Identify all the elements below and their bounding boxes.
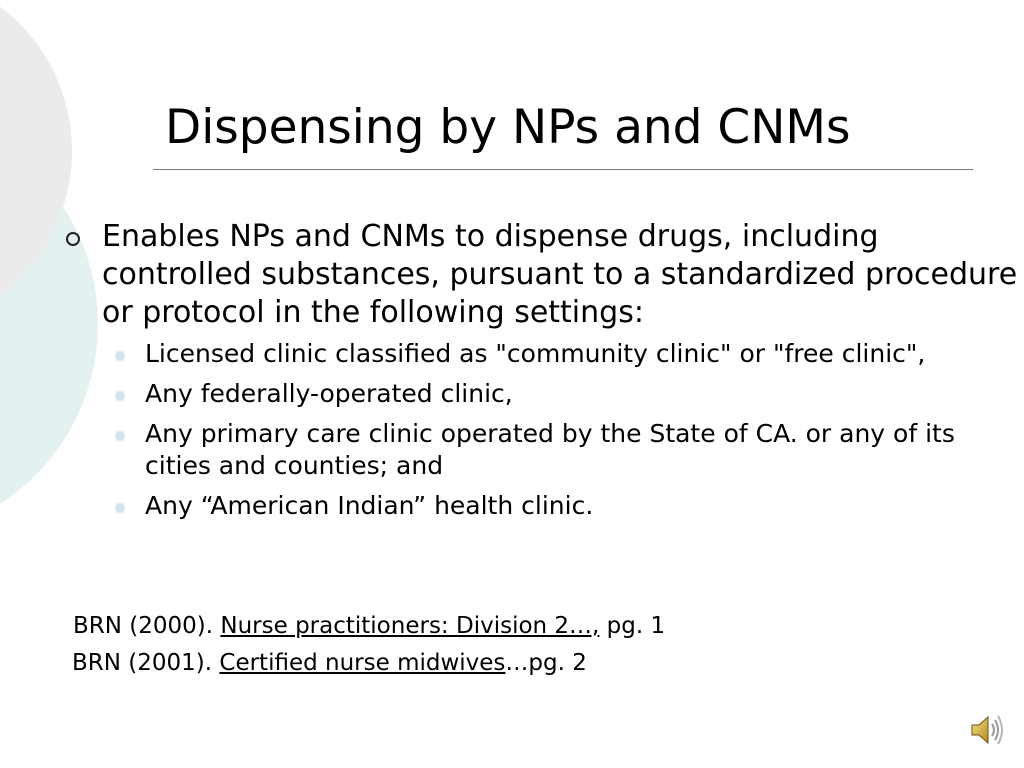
sub-bullet-text: Licensed clinic classified as "community clinic" or "free clinic", [145, 339, 926, 368]
reference-1 [73, 611, 665, 641]
sub-bullet-list [60, 338, 1020, 522]
speaker-icon[interactable] [968, 710, 1008, 750]
reference-2-prefix: BRN (2001). [72, 650, 220, 676]
slide-content [60, 218, 1020, 530]
dot-bullet-icon [115, 391, 125, 401]
sub-bullet-text: Any “American Indian” health clinic. [145, 491, 594, 520]
reference-1-link[interactable]: Nurse practitioners: Division 2…, [220, 613, 600, 639]
reference-2-link[interactable]: Certified nurse midwives [219, 650, 506, 676]
sub-bullet-text: Any primary care clinic operated by the State of CA. or any of its cities and counties; and [145, 419, 955, 480]
hollow-circle-bullet-icon [66, 232, 80, 246]
main-bullet-text: Enables NPs and CNMs to dispense drugs, including controlled substances, pursuant to a standardized procedure or protocol in the following settings: [102, 219, 1018, 330]
sub-bullet-item [60, 378, 1020, 410]
slide-title: Dispensing by NPs and CNMs [165, 100, 851, 155]
main-bullet [60, 218, 1020, 332]
reference-1-prefix: BRN (2000). [73, 613, 221, 639]
dot-bullet-icon [115, 503, 125, 513]
dot-bullet-icon [115, 431, 125, 441]
sub-bullet-item [60, 418, 1020, 482]
reference-2 [72, 648, 587, 678]
title-divider [153, 169, 973, 170]
sub-bullet-item [60, 490, 1020, 522]
sub-bullet-text: Any federally-operated clinic, [145, 379, 513, 408]
reference-2-suffix: …pg. 2 [505, 650, 587, 676]
dot-bullet-icon [115, 351, 125, 361]
sub-bullet-item [60, 338, 1020, 370]
reference-1-suffix: pg. 1 [599, 613, 666, 639]
